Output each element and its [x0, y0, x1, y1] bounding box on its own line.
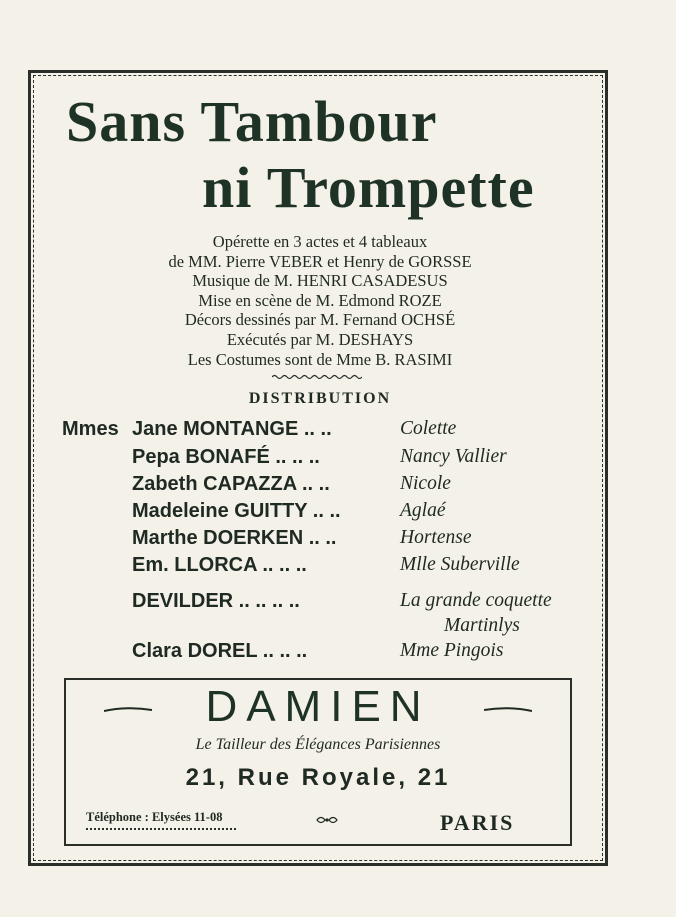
cast-row: [0, 473, 676, 499]
cast-role-continuation: Martinlys: [444, 615, 520, 636]
credit-line: Décors dessinés par M. Fernand OCHSÉ: [184, 310, 456, 330]
credit-line: Exécutés par M. DESHAYS: [226, 329, 414, 349]
credit-line: Opérette en 3 actes et 4 tableaux: [212, 232, 428, 251]
cast-row: [0, 446, 676, 472]
cast-row: [0, 527, 676, 553]
wavy-divider-icon: [272, 374, 362, 380]
cast-row: [0, 640, 676, 666]
title-line-2: ni Trompette: [202, 155, 535, 220]
cast-actor: Em. LLORCA .. .. ..: [132, 554, 307, 576]
cast-role: Nicole: [400, 473, 451, 494]
cast-actor: Madeleine GUITTY .. ..: [132, 500, 341, 522]
cast-actor: Marthe DOERKEN .. ..: [132, 527, 337, 549]
cast-role: Aglaé: [400, 500, 446, 521]
credit-line: de MM. Pierre VEBER et Henry de GORSSE: [168, 251, 472, 271]
cast-actor: Zabeth CAPAZZA .. ..: [132, 473, 330, 495]
credits-block: [100, 232, 540, 369]
cast-role: Colette: [400, 418, 457, 439]
cast-role: La grande coquette: [400, 590, 552, 611]
cast-role: Hortense: [400, 527, 472, 548]
swash-left-icon: [104, 707, 152, 713]
cast-actor: Jane MONTANGE .. ..: [132, 418, 332, 440]
cast-prefix: Mmes: [62, 418, 119, 440]
cast-row: [0, 418, 676, 444]
cast-actor: DEVILDER .. .. .. ..: [132, 590, 300, 612]
credit-line: Mise en scène de M. Edmond ROZE: [198, 290, 442, 310]
cast-row: [0, 554, 676, 580]
cast-row: [0, 590, 676, 616]
swash-right-icon: [484, 707, 532, 713]
distribution-heading: DISTRIBUTION: [248, 390, 392, 407]
advertiser-city: PARIS: [440, 810, 515, 835]
title-line-1: Sans Tambour: [66, 89, 438, 154]
cast-role: Nancy Vallier: [400, 446, 507, 467]
phone-underline: [86, 828, 236, 832]
advertiser-tagline: Le Tailleur des Élégances Parisiennes: [195, 736, 441, 753]
cast-role: Mme Pingois: [400, 640, 504, 661]
cast-row: [0, 500, 676, 526]
credit-line: Musique de M. HENRI CASADESUS: [192, 271, 448, 291]
credit-line: Les Costumes sont de Mme B. RASIMI: [187, 349, 453, 369]
fleuron-icon: [314, 814, 340, 826]
advertiser-phone: Téléphone : Elysées 11-08: [86, 810, 223, 824]
cast-role: Mlle Suberville: [400, 554, 520, 575]
cast-actor: Pepa BONAFÉ .. .. ..: [132, 446, 320, 468]
cast-actor: Clara DOREL .. .. ..: [132, 640, 308, 662]
advertiser-name: DAMIEN: [205, 682, 431, 731]
advertiser-address: 21, Rue Royale, 21: [185, 764, 451, 791]
